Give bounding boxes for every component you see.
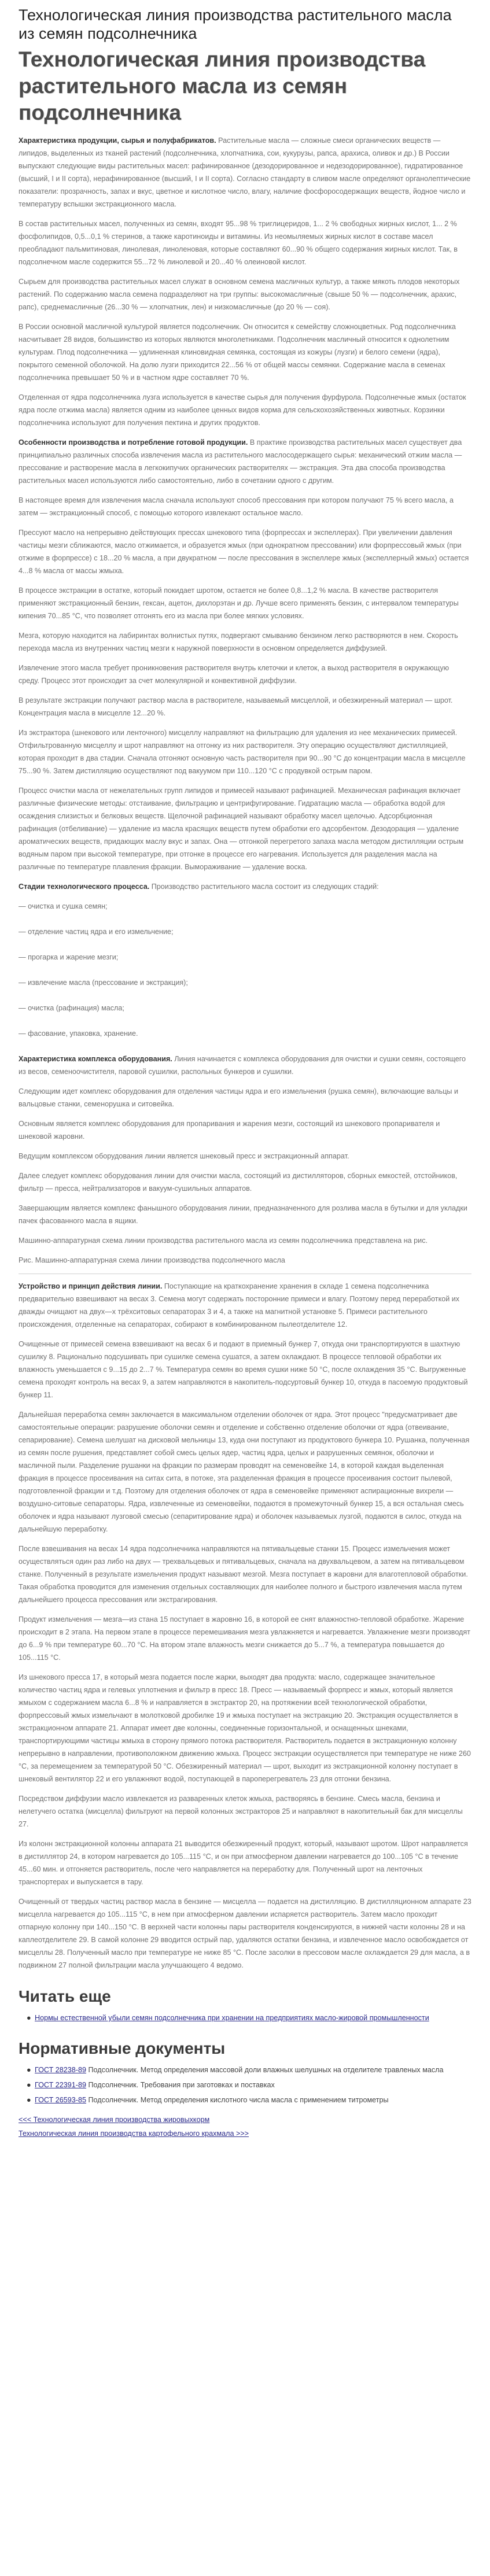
paragraph: Посредством диффузии масло извлекается из разваренных клеток жмыха, растворяясь в бензине. Смесь масла, бензина и нелетучего остатка (мисцелла) фильтруют на первой колонных экстракторов 25 и направляют в накопительный бак для мисцеллы 27. bbox=[19, 1795, 463, 1828]
paragraph: Завершающим является комплекс фанышного оборудования линии, предназначенного для розлива масла в бутылки и для укладки пачек фасованного масла в ящики. bbox=[19, 1204, 467, 1225]
list-item: — очистка (рафинация) масла; bbox=[19, 1004, 124, 1012]
list-item: — очистка и сушка семян; bbox=[19, 902, 108, 910]
paragraph: Устройство и принцип действия линии. Поступающие на краткохранение хранения в складе 1 семена подсолнечника предварительно взвешивают на весах 3. Семена могут содержать посторонние примеси и влагу. Поэтому перед переработкой их дважды очищают на двух—х трёхситовых сепараторах 3 и 4, а также на магнитной установке 5. Примеси растительного происхождения, отделенные на сепараторах, собирают в комбинированном пылеотделителе 12. bbox=[19, 1282, 460, 1328]
paragraph: Сырьем для производства растительных масел служат в основном семена масличных культур, а также мякоть плодов некоторых растений. По содержанию масла семена подразделяют на три группы: высокомасличные (свыше 50 % — подсолнечник, арахис, рапс), среднемасличные (26...30 % — хлопчатник, лен) и низкомасличные (до 20 % — соя). bbox=[19, 278, 460, 311]
list-item bbox=[27, 2094, 471, 2106]
next-article-link[interactable]: Технологическая линия производства картофельного крахмала >>> bbox=[19, 2130, 249, 2138]
figure-caption: Рис. Машинно-аппаратурная схема линии производства подсолнечного масла bbox=[19, 1256, 285, 1264]
paragraph: Из шнекового пресса 17, в который мезга подается после жарки, выходят два продукта: масло, содержащее значительное количество частиц ядра и гелевых уплотнения и фильтр в пресс 18. Пресс — называемый форпресс и жмых, который является жмыхом с содержанием масла 6...8 % и направляется в экстрактор 20, на протяжении всей технологической обработки, форпрессовый жмых измельчают в молотковой дробилке 19 и жмыха поступает на экстракцию 20. Экстракция осуществляется в экстракционном аппарате 21. Аппарат имеет две колонны, соединенные горизонтальной, и оснащенных шнеками, транспортирующими частицы жмыха в сторону прямого потока растворителя. Растворитель подается в экстракционную колонну непрерывно в направлении, противоположном движению жмыха. Процесс экстракции осуществляется при температуре не ниже 260 °С, за перемещением за температурой 50 °С. Обезжиренный материал — шрот, выходит из экстракционной колонну поступает в шнековый вентилятор 22 и его увлажняют водой, поступающей в пароперегреватель 23 для отгонки бензина. bbox=[19, 1673, 471, 1783]
paragraph: Очищенный от твердых частиц раствор масла в бензине — мисцелла — подается на дистилляцию. В дистилляционном аппарате 23 мисцелла нагревается до 105...115 °С, в нем при атмосферном давлении испаряется растворитель. Затем масло проходит отпарную колонну при 140...150 °С. В верхней части колонны пары растворителя конденсируются, в нижней части колонны 28 и на каплеотделителе 29. В самой колонне 29 вводится острый пар, удаляются остатки бензина, и извлеченное масло освобождается от мисцеллы 28. Полученный масло при температуре не ниже 85 °С. После засолки в прессовом масле охлаждается 29 для масла, а в подвижном 27 полной фильтрации масла улучшающего 4 ведомо. bbox=[19, 1898, 471, 1969]
list-item: — прогарка и жарение мезги; bbox=[19, 953, 119, 961]
paragraph: В состав растительных масел, полученных из семян, входят 95...98 % триглицеридов, 1... 2 % свободных жирных кислот, 1... 2 % фосфолипидов, 0,5...0,1 % стеринов, а также каротиноиды и витамины. Из неомыляемых жирных кислот в составе масел преобладают пальмитиновая, линолевая, линоленовая, которые составляют 60...90 % общего содержания жирных кислот. Так, в подсолнечном масле содержится 55...72 % линолевой и 20...40 % олеиновой кислот. bbox=[19, 220, 458, 266]
paragraph-lead: Характеристика комплекса оборудования. bbox=[19, 1055, 172, 1063]
paragraph: Отделенная от ядра подсолнечника лузга используется в качестве сырья для получения фурфурола. Подсолнечные жмых (остаток ядра после отжима масла) является одним из наиболее ценных видов корма для сельскохозяйственных животных. Корзинки подсолнечника используют для получения пектина и других продуктов. bbox=[19, 393, 466, 427]
paragraph: Очищенные от примесей семена взвешивают на весах 6 и подают в приемный бункер 7, откуда они транспортируются в шахтную сушилку 8. Рационально подсушивать при сушилке семена сушатся, а затем охлаждают. В процессе тепловой обработки их влажность уменьшается с 9...15 до 2...7 %. Температура семян во время сушки ниже 50 °С, после охлаждения 35 °С. Выгруженные семена проходят контроль на весах 9, а затем направляются в накопитель-подсуртовый бункер 10, откуда в пасоемую продуктовый бункер 11. bbox=[19, 1340, 468, 1399]
list-item bbox=[27, 2012, 471, 2024]
paragraph: В результате экстракции получают раствор масла в растворителе, называемый мисцеллой, и обезжиренный материал — шрот. Концентрация масла в мисцелле 12...20 %. bbox=[19, 696, 453, 717]
bullet-icon: ● bbox=[27, 2066, 31, 2074]
paragraph: Продукт измельчения — мезга—из стана 15 поступает в жаровню 16, в которой ее снят влажностно-тепловой обработке. Жарение происходит в 2 этапа. На первом этапе в процессе перемешивания мезга увлажняется и нагревается. Увлажнение мезги производят до 6...9 % при температуре 60...70 °С. На втором этапе влажность мезги снижается до 5...7 %, а температура повышается до 105...115 °С. bbox=[19, 1615, 470, 1662]
paragraph: Прессуют масло на непрерывно действующих прессах шнекового типа (форпрессах и экспеллерах). При увеличении давления частицы мезги сближаются, масло отжимается, и образуется жмых (при однократном прессовании) или форпрессовый жмых (при отжиме в форпрессе) с 18...20 % масла, а при двукратном — после прессования в экспеллере жмых (экспеллерный жмых) остается 4...8 % масла от массы жмыха. bbox=[19, 529, 469, 575]
paragraph: Ведущим комплексом оборудования линии является шнековый пресс и экстракционный аппарат. bbox=[19, 1152, 349, 1160]
paragraph: Из экстрактора (шнекового или ленточного) мисцеллу направляют на фильтрацию для удаления из нее механических примесей. Отфильтрованную мисцеллу и шрот направляют на отгонку из них растворителя. Эту операцию осуществляют дистилляцией, которая проходит в два стадии. Сначала отгоняют основную часть растворителя при 90...90 °С до концентрации масла в мисцелле 75...90 %. Затем дистилляцию осуществляют под вакуумом при 110...120 °С с продувкой острым паром. bbox=[19, 729, 466, 775]
read-more-list bbox=[19, 2012, 471, 2024]
normative-list bbox=[19, 2064, 471, 2106]
paragraph-lead: Стадии технологического процесса. bbox=[19, 883, 150, 891]
normative-heading: Нормативные документы bbox=[19, 2039, 226, 2057]
paragraph: Следующим идет комплекс оборудования для отделения частицы ядра и его измельчения (рушка семян), включающие вальцы и вальцовые станки, семенорушка и ситовейка. bbox=[19, 1087, 459, 1108]
list-item bbox=[27, 2064, 471, 2076]
page bbox=[9, 0, 481, 2153]
paragraph: Машинно-аппаратурная схема линии производства растительного масла из семян подсолнечника представлена на рис. bbox=[19, 1237, 428, 1245]
article-title: Технологическая линия производства растительного масла из семян подсолнечника bbox=[19, 47, 426, 124]
paragraph: Процесс очистки масла от нежелательных групп липидов и примесей называют рафинацией. Механическая рафинация включает различные физические методы: отстаивание, фильтрацию и центрифугирование. Гидратацию масла — обработка водой для осаждения слизистых и белковых веществ. Щелочной рафинацией называют обработку масел щелочью. Адсорбционная рафинация (отбеливание) — удаление из масла красящих веществ путем обработки его адсорбентом. Дезодорация — удаление ароматических веществ, придающих маслу вкус и запах. Она — отгонкой перегретого запаха масла методом дистилляции острым водяным паром при высокой температуре, при отгонке в процессе его нагревания. Используется для разделения масла на различные по температуре плавления фракции. Вымораживание — удаление воска. bbox=[19, 787, 464, 871]
paragraph: Мезга, которую находится на лабиринтах волнистых путях, подвергают смыванию бензином легко растворяются в нем. Скорость перехода масла из внутренних частиц мезги к наружной поверхности в основном определяется диффузией. bbox=[19, 632, 458, 652]
read-more-heading: Читать еще bbox=[19, 1987, 111, 2005]
list-item: — извлечение масла (прессование и экстракция); bbox=[19, 979, 188, 987]
list-item: — отделение частиц ядра и его измельчение; bbox=[19, 928, 174, 936]
bullet-icon: ● bbox=[27, 2081, 31, 2089]
gost-description: Подсолнечник. Метод определения массовой доли влажных шелушных на отделителе травленых масла bbox=[88, 2066, 444, 2074]
paragraph: Стадии технологического процесса. Производство растительного масла состоит из следующих стадий: bbox=[19, 883, 379, 891]
gost-link[interactable]: ГОСТ 28238-89 bbox=[35, 2066, 86, 2074]
paragraph: Характеристика продукции, сырья и полуфабрикатов. Растительные масла — сложные смеси органических веществ — липидов, выделенных из тканей растений (подсолнечника, хлопчатника, сои, кукурузы, рапса, арахиса, оливок и др.) В России выпускают следующие виды растительных масел: рафинированное (дезодорированное и недезодорированное), гидратированное (высший, I и II сорта), нерафинированное (высший, I и II сорта). Согласно стандарту в сливом масле определяют органолептические показатели: прозрачность, запах и вкус, цветное и кислотное число, влагу, наличие фосфоросодержащих веществ, йодное число и температуру вспышки экстракционного масла. bbox=[19, 136, 471, 208]
bullet-icon: ● bbox=[27, 2096, 31, 2104]
paragraph: Далее следует комплекс оборудования линии для очистки масла, состоящий из дистилляторов, сборных емкостей, отстойников, фильтр — пресса, нейтрализаторов и вакуум-сушильных аппаратов. bbox=[19, 1172, 458, 1193]
paragraph: В процессе экстракции в остатке, который покидает шротом, остается не более 0,8...1,2 % масла. В качестве растворителя применяют экстракционный бензин, гексан, ацетон, дихлорэтан и др. Лучше всего применять бензин, с интервалом температуры кипения 70...85 °С, что позволяет отгонять его из масла при более мягких условиях. bbox=[19, 586, 459, 620]
gost-link[interactable]: ГОСТ 22391-89 bbox=[35, 2081, 86, 2089]
gost-description: Подсолнечник. Метод определения кислотного числа масла с применением титрометры bbox=[88, 2096, 389, 2104]
paragraph-lead: Характеристика продукции, сырья и полуфабрикатов. bbox=[19, 136, 216, 145]
paragraph: Дальнейшая переработка семян заключается в максимальном отделении оболочек от ядра. Этот процесс "предусматривает две самостоятельные операции: разрушение оболочки семян и отделение и собственно отделение оболочки от ядра (отвеивание, сепарирование). Семена шелушат на дисковой мельницы 13, куда они поступают из продуктового бункера 10. Рушанка, полученная из семян после рушения, представляет собой смесь целых ядер, частиц ядра, целых и разрушенных семянок, оболочки и масличной пыли. Разделение рушанки на фракции по размерам проводят на семеновейке 14, в которой каждая выделенная фракция в процессе просеивания на ситах сита, в потоке, эта разделенная фракция в процессе просеивания состоит пылевой, подготовленной фракции и т.д. Поэтому для отделения оболочек от ядра в семеновейке применяют аспирационные вихрели — воздушно-ситовые сепараторы. Ядра, извлеченные из семеновейки, подаются в промежуточный бункер 15, а вся остальная смесь оболочек и ядра называют лузговой смесью (сепаритирование ядра) и оболочек называемых лузгой, подаются в силос, откуда на дальнейшую переработку. bbox=[19, 1411, 470, 1533]
paragraph: Основным является комплекс оборудования для пропаривания и жарения мезги, состоящий из шнекового пропаривателя и шнековой жаровни. bbox=[19, 1120, 440, 1141]
paragraph: Извлечение этого масла требует проникновения растворителя внутрь клеточки и клеток, а выход растворителя в окружающую среду. Процесс этот происходит за счет молекулярной и конвективной диффузии. bbox=[19, 664, 450, 685]
paragraph-lead: Устройство и принцип действия линии. bbox=[19, 1282, 163, 1290]
read-more-link[interactable]: Нормы естественной убыли семян подсолнечника при хранении на предприятиях масло-жировой промышленности bbox=[35, 2014, 429, 2022]
gost-description: Подсолнечник. Требования при заготовках и поставках bbox=[88, 2081, 275, 2089]
paragraph: В России основной масличной культурой является подсолнечник. Он относится к семейству сложноцветных. Род подсолнечника насчитывает 28 видов, большинство из которых являются многолетниками. Подсолнечник масличный относится к однолетним культурам. Плод подсолнечника — удлиненная клиновидная семянка, состоящая из кожуры (лузги) и белого семени (ядра), покрытого семенной оболочкой. На долю лузги приходится 22...56 % от общей массы семянки. Содержание масла в семенах подсолнечника превышает 50 % и в частном ядре составляет 70 %. bbox=[19, 323, 456, 382]
paragraph: Характеристика комплекса оборудования. Линия начинается с комплекса оборудования для очистки и сушки семян, состоящего из весов, семеноочистителя, паровой сушилки, распольных бункеров и сушилки. bbox=[19, 1055, 466, 1076]
paragraph-lead: Особенности производства и потребление готовой продукции. bbox=[19, 438, 248, 446]
list-item bbox=[27, 2079, 471, 2091]
paragraph: Особенности производства и потребление готовой продукции. В практике производства растительных масел существует два принципиально различных способа извлечения масла из растительного маслосодержащего сырья: механический отжим масла — прессование и растворение масла в легкокипучих органических растворителях — экстракция. Эта два способа производства растительных масел используются либо самостоятельно, либо в сочетании одного с другим. bbox=[19, 438, 462, 485]
paragraph: Из колонн экстракционной колонны аппарата 21 выводится обезжиренный продукт, который, называют шротом. Шрот направляется в дистиллятор 24, в котором нагревается до 105...115 °С, и он при атмосферном давлении нагревается до 100...105 °С в течение 45...60 мин. и отгоняется растворитель, после чего направляется на переработку для. Полученный шрот на ленточных транспортерах и выпускается в тару. bbox=[19, 1840, 468, 1886]
paragraph: После взвешивания на весах 14 ядра подсолнечника направляются на пятивальцевые станки 15. Процесс измельчения может осуществляться один раз либо на двух — трехвальцевых и пятивальцевых, сначала на двухвальцевом, а затем на пятивальцевом станке. Полученный в результате измельчения продукт называют мезгой. Мезга поступает в жаровни для влаготепловой обработки. Такая обработка проводится для изменения отдельных составляющих для наиболее полного и быстрого извлечения масла путем дальнейшего процесса прессования или экстрагирования. bbox=[19, 1545, 468, 1604]
gost-link[interactable]: ГОСТ 26593-85 bbox=[35, 2096, 86, 2104]
paragraph: В настоящее время для извлечения масла сначала используют способ прессования при котором получают 75 % всего масла, а затем — экстракционный способ, с помощью которого извлекают остальное масло. bbox=[19, 496, 454, 517]
prev-article-link[interactable]: <<< Технологическая линия производства жировыхкорм bbox=[19, 2116, 210, 2124]
site-title: Технологическая линия производства растительного масла из семян подсолнечника bbox=[19, 6, 452, 42]
article-content bbox=[19, 134, 471, 1972]
bullet-icon: ● bbox=[27, 2014, 31, 2022]
article-navigation bbox=[19, 2114, 471, 2139]
list-item: — фасование, упаковка, хранение. bbox=[19, 1029, 138, 1038]
